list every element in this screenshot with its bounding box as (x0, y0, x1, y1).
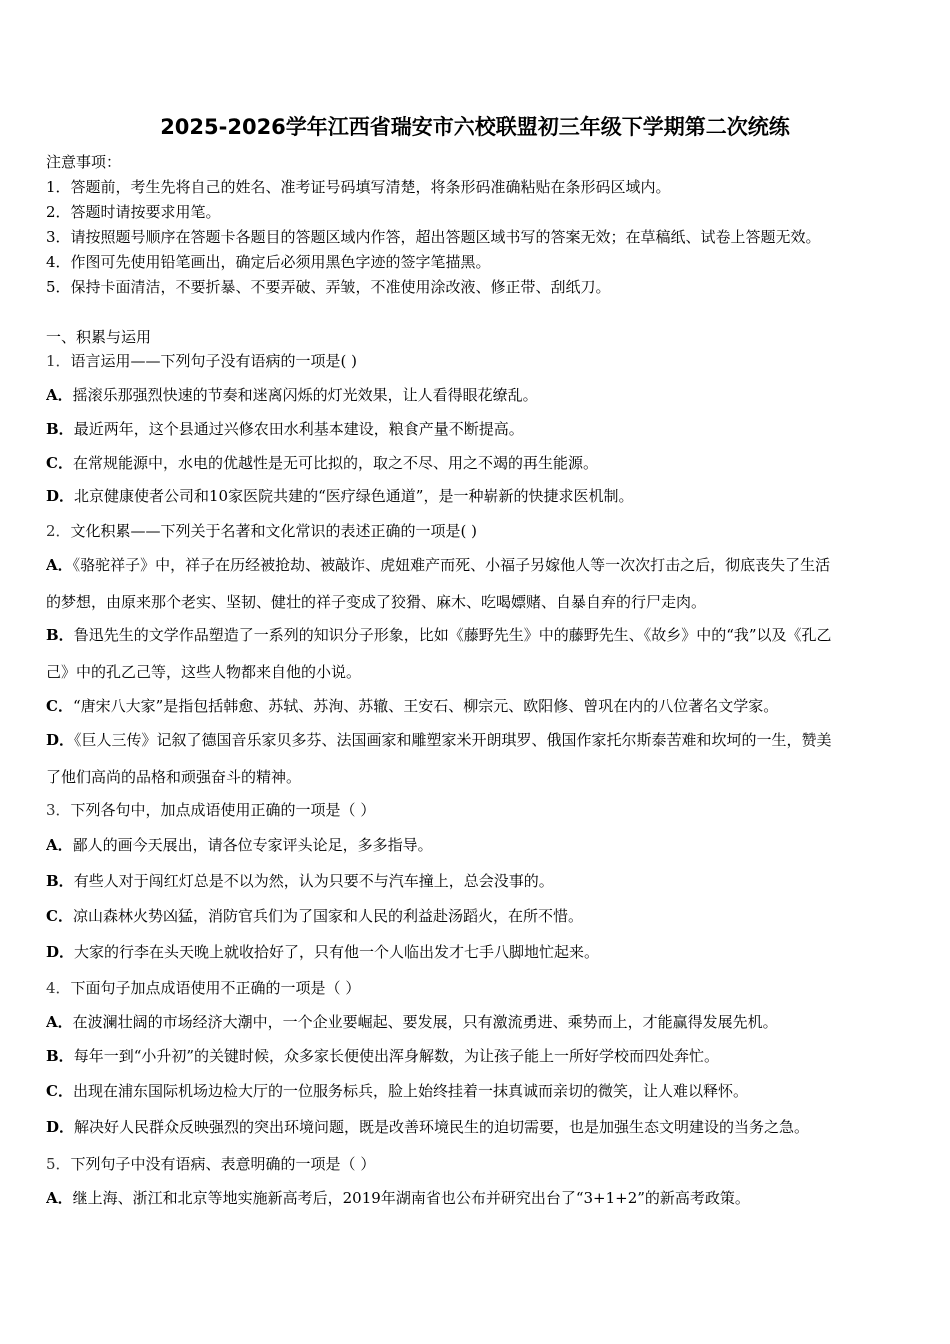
notice-item-4: 4．作图可先使用铅笔画出，确定后必须用黑色字迹的签字笔描黑。 (46, 253, 491, 271)
question-number: 4． (46, 979, 71, 997)
notice-item-2: 2．答题时请按要求用笔。 (46, 203, 221, 221)
question-text: 下列各句中，加点成语使用正确的一项是（ ） (70, 801, 376, 819)
q4-option-b (46, 1044, 908, 1068)
option-text: 凉山森林火势凶猛，消防官兵们为了国家和人民的利益赴汤蹈火，在所不惜。 (72, 907, 583, 925)
notice-item-5: 5．保持卡面清洁，不要折暴、不要弄破、弄皱，不准使用涂改液、修正带、刮纸刀。 (46, 278, 611, 296)
option-text: 继上海、浙江和北京等地实施新高考后，2019年湖南省也公布并研究出台了“3+1+2”的新高考政策。 (72, 1189, 750, 1207)
question-number: 3． (46, 801, 71, 819)
q2-option-b-continued: 己》中的孔乙己等，这些人物都来自他的小说。 (46, 663, 362, 681)
option-text: 在常规能源中，水电的优越性是无可比拟的，取之不尽、用之不竭的再生能源。 (72, 454, 598, 472)
q4-option-a (46, 1010, 908, 1034)
option-text: 大家的行李在头天晚上就收拾好了，只有他一个人临出发才七手八脚地忙起来。 (74, 943, 600, 961)
q2-option-a (46, 553, 908, 577)
question-3-stem (46, 798, 908, 822)
q1-option-b (46, 417, 908, 441)
option-text: 解决好人民群众反映强烈的突出环境问题，既是改善环境民生的迫切需要，也是加强生态文明建设的当务之急。 (74, 1118, 810, 1136)
option-label: B． (46, 1047, 74, 1065)
option-label: C． (46, 697, 73, 715)
q3-option-c (46, 904, 908, 928)
question-5-stem (46, 1152, 908, 1176)
option-text: 鄙人的画今天展出，请各位专家评头论足，多多指导。 (72, 836, 433, 854)
option-text: “唐宋八大家”是指包括韩愈、苏轼、苏洵、苏辙、王安石、柳宗元、欧阳修、曾巩在内的八位著名文学家。 (72, 697, 779, 715)
q1-option-d (46, 484, 908, 508)
option-text: 在波澜壮阔的市场经济大潮中，一个企业要崛起、要发展，只有激流勇进、乘势而上，才能赢得发展先机。 (72, 1013, 778, 1031)
option-label: A． (46, 836, 73, 854)
option-text: 鲁迅先生的文学作品塑造了一系列的知识分子形象，比如《藤野先生》中的藤野先生、《故乡》中的“我”以及《孔乙 (73, 626, 832, 644)
option-text: 有些人对于闯红灯总是不以为然，认为只要不与汽车撞上，总会没事的。 (73, 872, 554, 890)
option-label: C． (46, 907, 73, 925)
q4-option-d (46, 1115, 908, 1139)
option-label: D． (46, 943, 75, 961)
q5-option-a (46, 1186, 908, 1210)
option-label: D． (46, 487, 75, 505)
q3-option-a (46, 833, 908, 857)
option-label: D． (46, 731, 75, 749)
q2-option-b (46, 623, 908, 647)
notice-item-3: 3．请按照题号顺序在答题卡各题目的答题区域内作答，超出答题区域书写的答案无效；在草稿纸、试卷上答题无效。 (46, 228, 821, 246)
question-number: 5． (46, 1155, 71, 1173)
option-text: 出现在浦东国际机场边检大厅的一位服务标兵，脸上始终挂着一抹真诚而亲切的微笑，让人难以释怀。 (72, 1082, 748, 1100)
option-label: B． (46, 420, 74, 438)
option-label: B． (46, 626, 74, 644)
option-label: A． (46, 1013, 73, 1031)
question-number: 1． (46, 352, 71, 370)
question-text: 下列句子中没有语病、表意明确的一项是（ ） (70, 1155, 376, 1173)
exam-title: 2025-2026学年江西省瑞安市六校联盟初三年级下学期第二次统练 (160, 115, 790, 139)
q2-option-a-continued: 的梦想，由原来那个老实、坚韧、健壮的祥子变成了狡猾、麻木、吃喝嫖赌、自暴自弃的行尸走肉。 (46, 593, 707, 611)
option-label: C． (46, 454, 73, 472)
q1-option-c (46, 451, 908, 475)
option-text: 摇滚乐那强烈快速的节奏和迷离闪烁的灯光效果，让人看得眼花缭乱。 (72, 386, 538, 404)
notice-heading: 注意事项： (46, 153, 122, 171)
option-text: 每年一到“小升初”的关键时候，众多家长便使出浑身解数，为让孩子能上一所好学校而四处奔忙。 (73, 1047, 720, 1065)
option-text: 《骆驼祥子》中，祥子在历经被抢劫、被敲诈、虎妞难产而死、小福子另嫁他人等一次次打击之后，彻底丧失了生活 (72, 556, 831, 574)
section-heading: 一、积累与运用 (46, 328, 152, 346)
q3-option-b (46, 869, 908, 893)
question-1-stem (46, 349, 908, 373)
option-text: 《巨人三传》记叙了德国音乐家贝多芬、法国画家和雕塑家米开朗琪罗、俄国作家托尔斯泰苦难和坎坷的一生，赞美 (74, 731, 832, 749)
option-label: D． (46, 1118, 75, 1136)
notice-item-1: 1．答题前，考生先将自己的姓名、准考证号码填写清楚，将条形码准确粘贴在条形码区域内。 (46, 178, 671, 196)
option-text: 最近两年，这个县通过兴修农田水利基本建设，粮食产量不断提高。 (73, 420, 524, 438)
option-label: A． (46, 556, 73, 574)
question-2-stem (46, 519, 908, 543)
q2-option-c (46, 694, 908, 718)
question-text: 语言运用——下列句子没有语病的一项是( ) (70, 352, 358, 370)
question-number: 2． (46, 522, 71, 540)
q1-option-a (46, 383, 908, 407)
q3-option-d (46, 940, 908, 964)
q2-option-d-continued: 了他们高尚的品格和顽强奋斗的精神。 (46, 768, 302, 786)
question-text: 下面句子加点成语使用不正确的一项是（ ） (70, 979, 361, 997)
q4-option-c (46, 1079, 908, 1103)
option-label: A． (46, 386, 73, 404)
option-label: A． (46, 1189, 73, 1207)
option-label: C． (46, 1082, 73, 1100)
option-text: 北京健康使者公司和10家医院共建的“医疗绿色通道”，是一种崭新的快捷求医机制。 (74, 487, 634, 505)
q2-option-d (46, 728, 908, 752)
question-text: 文化积累——下列关于名著和文化常识的表述正确的一项是( ) (70, 522, 478, 540)
option-label: B． (46, 872, 74, 890)
question-4-stem (46, 976, 908, 1000)
